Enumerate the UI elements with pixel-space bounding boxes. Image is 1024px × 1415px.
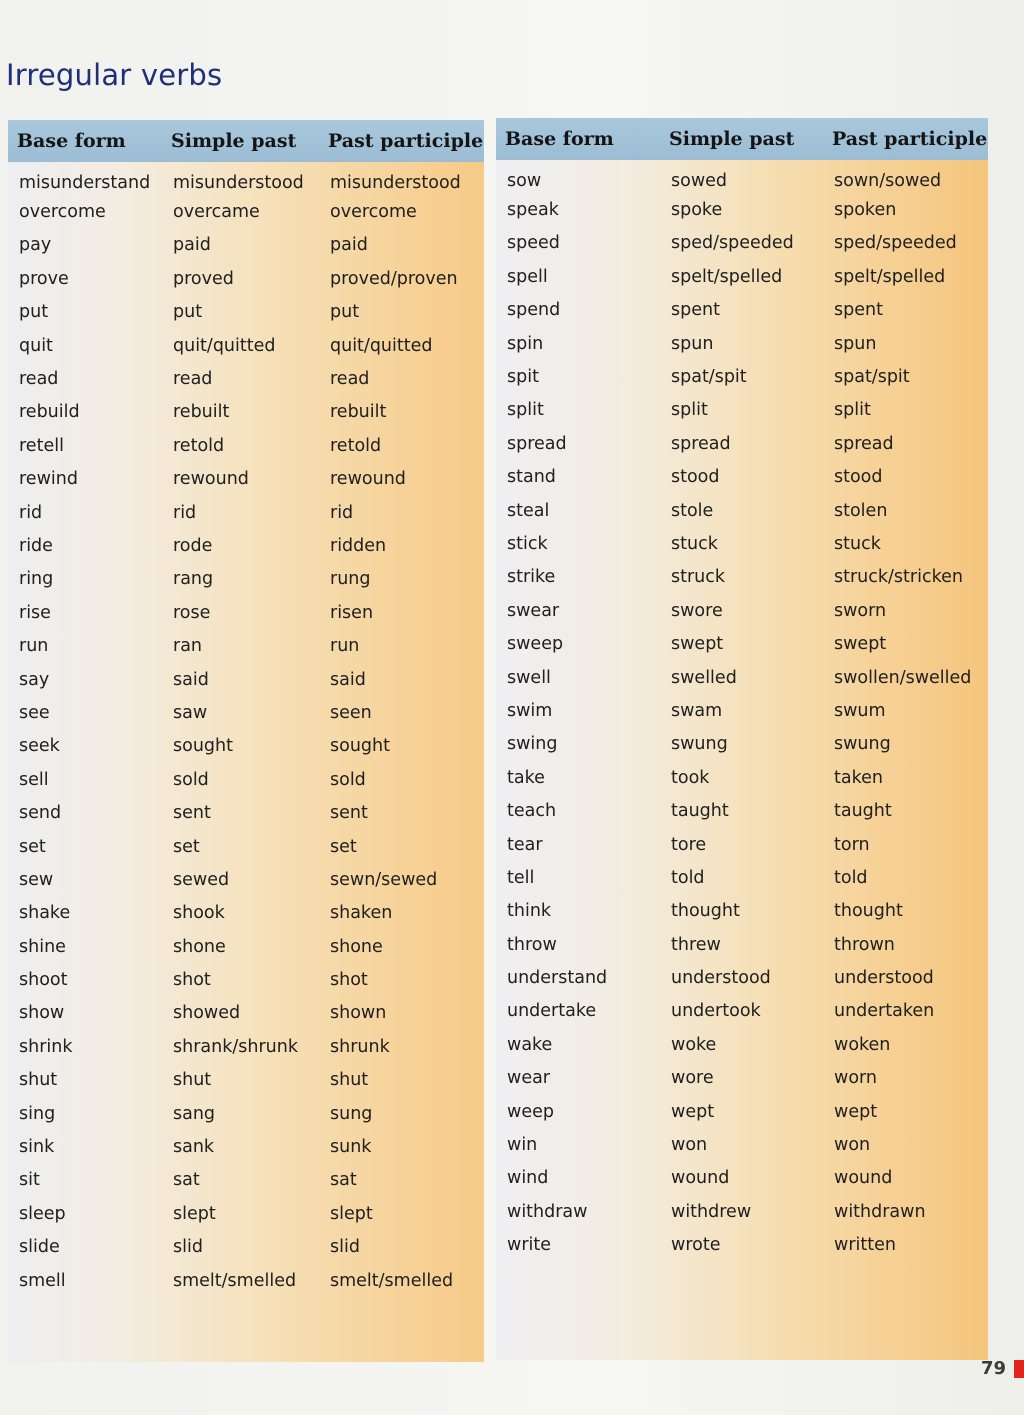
simple-past-cell: stole [671,500,714,521]
table-row [496,527,988,560]
empty-cell [660,1262,823,1360]
table-row [8,1064,484,1097]
simple-past-cell: wore [671,1068,714,1089]
base-form-cell: rid [19,502,43,523]
base-form-cell: spread [507,433,567,454]
table-row [8,1097,484,1130]
past-participle-cell: shrunk [330,1036,390,1057]
table-row [8,496,484,529]
past-participle-cell: withdrawn [834,1201,926,1222]
base-form-cell: write [507,1235,551,1256]
past-participle-cell: sewn/sewed [330,869,438,890]
simple-past-cell: tore [671,834,707,855]
simple-past-cell: split [671,400,708,421]
base-form-cell: wake [507,1034,553,1055]
past-participle-cell: quit/quitted [330,335,433,356]
past-participle-cell: slept [330,1203,373,1224]
simple-past-cell: sank [173,1137,215,1158]
simple-past-cell: rebuilt [173,402,230,423]
base-form-cell: sing [19,1103,56,1124]
base-form-cell: understand [507,968,608,989]
base-form-cell: swear [507,600,560,621]
table-row [8,796,484,829]
simple-past-cell: slid [173,1237,203,1258]
table-row [8,195,484,228]
base-form-cell: ride [19,535,53,556]
simple-past-cell: swelled [671,667,737,688]
simple-past-cell: understood [671,968,771,989]
table-row [8,262,484,295]
table-row [496,627,988,660]
base-form-cell: speak [507,200,559,221]
past-participle-cell: woken [834,1034,891,1055]
simple-past-cell: set [173,836,200,857]
table-row [8,663,484,696]
simple-past-cell: showed [173,1003,241,1024]
base-form-cell: set [19,836,46,857]
past-participle-cell: stolen [834,500,888,521]
base-form-cell: sleep [19,1203,66,1224]
table-row [8,930,484,963]
simple-past-cell: swung [671,734,728,755]
empty-cell [496,1262,660,1360]
table-row [496,427,988,460]
base-form-cell: stick [507,533,548,554]
past-participle-cell: sped/speeded [834,233,957,254]
base-form-cell: shoot [19,970,68,991]
base-form-cell: sow [507,170,542,191]
simple-past-cell: shook [173,903,225,924]
past-participle-cell: thought [834,901,903,922]
simple-past-cell: sewed [173,869,230,890]
table-row [496,928,988,961]
base-form-cell: swing [507,734,558,755]
past-participle-cell: written [834,1235,896,1256]
table-row [496,1095,988,1128]
base-form-cell: undertake [507,1001,597,1022]
past-participle-cell: rid [330,502,354,523]
base-form-cell: say [19,669,50,690]
simple-past-cell: spat/spit [671,367,747,388]
past-participle-cell: wept [834,1101,878,1122]
simple-past-cell: took [671,767,710,788]
simple-past-cell: won [671,1135,708,1156]
past-participle-cell: taken [834,767,883,788]
table-row [8,629,484,662]
header-simple-past: Simple past [171,130,297,152]
past-participle-cell: swung [834,734,891,755]
simple-past-cell: read [173,369,213,390]
past-participle-cell: shone [330,936,383,957]
past-participle-cell: spoken [834,200,897,221]
base-form-cell: send [19,803,62,824]
table-row [8,563,484,596]
table-filler-row [496,1262,988,1360]
base-form-cell: split [507,400,544,421]
simple-past-cell: swore [671,600,723,621]
simple-past-cell: ran [173,636,203,657]
table-row [8,1197,484,1230]
simple-past-cell: rewound [173,469,249,490]
base-form-cell: wear [507,1068,550,1089]
past-participle-cell: put [330,302,360,323]
base-form-cell: retell [19,435,64,456]
base-form-cell: shine [19,936,66,957]
empty-cell [8,1297,162,1362]
past-participle-cell: shown [330,1003,387,1024]
base-form-cell: show [19,1003,65,1024]
past-participle-cell: sunk [330,1137,372,1158]
base-form-cell: win [507,1135,538,1156]
base-form-cell: prove [19,268,69,289]
empty-cell [319,1297,484,1362]
past-participle-cell: worn [834,1068,877,1089]
table-row [496,227,988,260]
simple-past-cell: sought [173,736,233,757]
table-row [496,260,988,293]
simple-past-cell: spun [671,333,714,354]
table-filler-row [8,1297,484,1362]
simple-past-cell: spelt/spelled [671,266,783,287]
past-participle-cell: swum [834,700,886,721]
base-form-cell: shut [19,1070,58,1091]
base-form-cell: seek [19,736,60,757]
simple-past-cell: withdrew [671,1201,752,1222]
simple-past-cell: saw [173,702,208,723]
table-row [496,728,988,761]
table-row [496,494,988,527]
past-participle-cell: sold [330,769,366,790]
simple-past-cell: proved [173,268,234,289]
base-form-cell: swim [507,700,553,721]
past-participle-cell: shut [330,1070,369,1091]
base-form-cell: take [507,767,545,788]
past-participle-cell: spun [834,333,877,354]
base-form-cell: spell [507,266,548,287]
table-row [496,594,988,627]
table-row [8,863,484,896]
base-form-cell: overcome [19,202,106,223]
base-form-cell: sink [19,1137,55,1158]
simple-past-cell: taught [671,801,729,822]
simple-past-cell: smelt/smelled [173,1270,297,1291]
past-participle-cell: struck/stricken [834,567,963,588]
base-form-cell: spit [507,367,539,388]
past-participle-cell: seen [330,702,372,723]
past-participle-cell: paid [330,235,368,256]
past-participle-cell: undertaken [834,1001,935,1022]
past-participle-cell: swept [834,634,887,655]
past-participle-cell: spat/spit [834,367,910,388]
table-row [8,429,484,462]
past-participle-cell: sought [330,736,390,757]
table-row [496,327,988,360]
table-row [8,963,484,996]
simple-past-cell: struck [671,567,726,588]
simple-past-cell: shone [173,936,226,957]
table-row [496,1162,988,1195]
empty-cell [162,1297,319,1362]
table-row [496,961,988,994]
simple-past-cell: thought [671,901,740,922]
table-row [8,1264,484,1297]
past-participle-cell: taught [834,801,892,822]
table-header-row [496,118,988,160]
simple-past-cell: stood [671,467,720,488]
past-participle-cell: read [330,369,370,390]
table-row [8,897,484,930]
simple-past-cell: sold [173,769,209,790]
base-form-cell: stand [507,467,556,488]
base-form-cell: strike [507,567,556,588]
header-base-form: Base form [17,130,126,152]
table-row [496,360,988,393]
verb-table-left [8,120,484,1362]
table-row [8,1231,484,1264]
table-row [496,995,988,1028]
past-participle-cell: rewound [330,469,406,490]
base-form-cell: shrink [19,1036,73,1057]
page-number: 79 [980,1358,1006,1379]
past-participle-cell: run [330,636,360,657]
simple-past-cell: wrote [671,1235,721,1256]
page-title: Irregular verbs [6,58,223,92]
table-row [496,160,988,193]
past-participle-cell: spent [834,300,883,321]
simple-past-cell: sent [173,803,211,824]
table-row [8,596,484,629]
base-form-cell: teach [507,801,557,822]
simple-past-cell: quit/quitted [173,335,276,356]
base-form-cell: withdraw [507,1201,588,1222]
simple-past-cell: misunderstood [173,172,304,193]
table-row [8,763,484,796]
simple-past-cell: spread [671,433,731,454]
past-participle-cell: misunderstood [330,172,461,193]
table-row [8,396,484,429]
table-row [496,1062,988,1095]
past-participle-cell: stuck [834,533,881,554]
base-form-cell: weep [507,1101,554,1122]
table-row [496,661,988,694]
table-row [8,529,484,562]
table-row [8,329,484,362]
past-participle-cell: stood [834,467,883,488]
table-row [8,463,484,496]
base-form-cell: tell [507,867,535,888]
header-base-form: Base form [505,128,614,150]
simple-past-cell: shut [173,1070,212,1091]
simple-past-cell: wound [671,1168,730,1189]
header-past-participle: Past participle [328,130,484,152]
base-form-cell: quit [19,335,53,356]
simple-past-cell: threw [671,934,721,955]
base-form-cell: sit [19,1170,40,1191]
base-form-cell: rise [19,602,51,623]
table-row [496,561,988,594]
simple-past-cell: put [173,302,203,323]
past-participle-cell: rebuilt [330,402,387,423]
past-participle-cell: sung [330,1103,373,1124]
empty-cell [823,1262,988,1360]
table-body-left [8,162,484,1362]
table-row [8,1030,484,1063]
simple-past-cell: sang [173,1103,216,1124]
base-form-cell: steal [507,500,550,521]
simple-past-cell: sowed [671,170,728,191]
past-participle-cell: proved/proven [330,268,458,289]
base-form-cell: sell [19,769,49,790]
base-form-cell: put [19,302,49,323]
table-header-row [8,120,484,162]
past-participle-cell: sworn [834,600,887,621]
past-participle-cell: slid [330,1237,360,1258]
simple-past-cell: rid [173,502,197,523]
verb-table-right [496,118,988,1360]
simple-past-cell: sped/speeded [671,233,794,254]
table-row [8,997,484,1030]
header-simple-past: Simple past [669,128,795,150]
past-participle-cell: shaken [330,903,393,924]
past-participle-cell: sat [330,1170,357,1191]
simple-past-cell: rose [173,602,211,623]
base-form-cell: sew [19,869,54,890]
past-participle-cell: retold [330,435,382,456]
past-participle-cell: spelt/spelled [834,266,946,287]
base-form-cell: ring [19,569,54,590]
table-row [8,1130,484,1163]
base-form-cell: throw [507,934,557,955]
table-row [496,461,988,494]
simple-past-cell: rode [173,535,213,556]
table-row [496,294,988,327]
simple-past-cell: undertook [671,1001,761,1022]
past-participle-cell: overcome [330,202,417,223]
simple-past-cell: slept [173,1203,216,1224]
table-row [496,1028,988,1061]
past-participle-cell: spread [834,433,894,454]
past-participle-cell: ridden [330,535,387,556]
table-row [8,730,484,763]
past-participle-cell: wound [834,1168,893,1189]
past-participle-cell: torn [834,834,870,855]
base-form-cell: pay [19,235,52,256]
table-row [496,861,988,894]
page-marker [1014,1360,1024,1378]
past-participle-cell: said [330,669,366,690]
base-form-cell: sweep [507,634,564,655]
base-form-cell: misunderstand [19,172,151,193]
simple-past-cell: rang [173,569,214,590]
base-form-cell: shake [19,903,71,924]
table-row [496,1195,988,1228]
base-form-cell: tear [507,834,543,855]
simple-past-cell: stuck [671,533,718,554]
simple-past-cell: overcame [173,202,260,223]
simple-past-cell: spoke [671,200,723,221]
simple-past-cell: said [173,669,209,690]
simple-past-cell: paid [173,235,211,256]
table-row [496,1128,988,1161]
past-participle-cell: told [834,867,868,888]
table-row [8,362,484,395]
table-row [496,761,988,794]
base-form-cell: spin [507,333,544,354]
past-participle-cell: rung [330,569,371,590]
base-form-cell: read [19,369,59,390]
base-form-cell: spend [507,300,561,321]
simple-past-cell: swept [671,634,724,655]
table-row [496,193,988,226]
simple-past-cell: woke [671,1034,717,1055]
base-form-cell: see [19,702,50,723]
past-participle-cell: sown/sowed [834,170,942,191]
simple-past-cell: spent [671,300,720,321]
simple-past-cell: told [671,867,705,888]
base-form-cell: smell [19,1270,66,1291]
base-form-cell: rewind [19,469,78,490]
past-participle-cell: swollen/swelled [834,667,972,688]
past-participle-cell: smelt/smelled [330,1270,454,1291]
simple-past-cell: swam [671,700,723,721]
table-row [8,229,484,262]
table-row [496,794,988,827]
table-body-right [496,160,988,1360]
simple-past-cell: wept [671,1101,715,1122]
past-participle-cell: sent [330,803,368,824]
table-row [8,830,484,863]
simple-past-cell: retold [173,435,225,456]
simple-past-cell: sat [173,1170,200,1191]
past-participle-cell: understood [834,968,934,989]
table-row [496,828,988,861]
past-participle-cell: risen [330,602,374,623]
past-participle-cell: split [834,400,871,421]
table-row [8,1164,484,1197]
past-participle-cell: set [330,836,357,857]
table-row [8,696,484,729]
past-participle-cell: thrown [834,934,895,955]
table-row [496,895,988,928]
base-form-cell: run [19,636,49,657]
table-row [8,162,484,195]
base-form-cell: rebuild [19,402,80,423]
simple-past-cell: shot [173,970,211,991]
header-past-participle: Past participle [832,128,988,150]
past-participle-cell: won [834,1135,871,1156]
past-participle-cell: shot [330,970,368,991]
base-form-cell: wind [507,1168,549,1189]
table-row [496,1229,988,1262]
table-row [496,394,988,427]
table-row [496,694,988,727]
base-form-cell: think [507,901,552,922]
base-form-cell: swell [507,667,551,688]
base-form-cell: slide [19,1237,60,1258]
base-form-cell: speed [507,233,560,254]
table-row [8,296,484,329]
simple-past-cell: shrank/shrunk [173,1036,298,1057]
